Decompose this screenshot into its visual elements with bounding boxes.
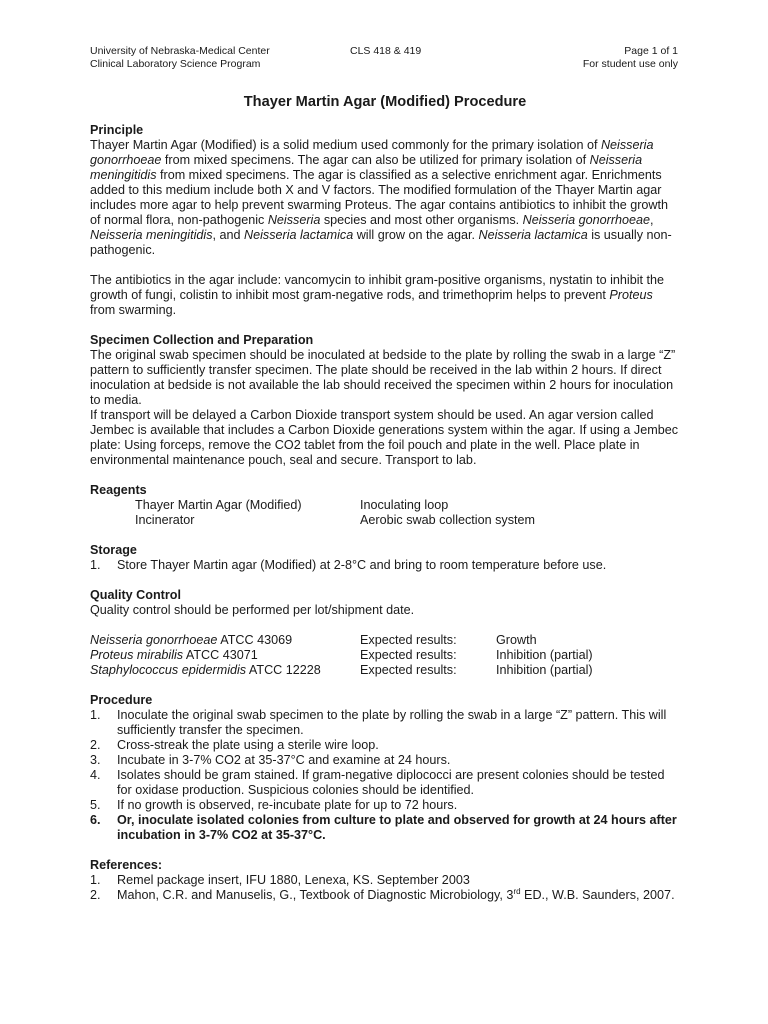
qc-label: Expected results: <box>360 633 457 647</box>
usage-note: For student use only <box>582 58 678 70</box>
header-left <box>90 45 270 71</box>
qc-organism: Neisseria gonorrhoeae <box>90 633 218 647</box>
principle-section <box>90 123 680 318</box>
document-title: Thayer Martin Agar (Modified) Procedure <box>243 94 527 110</box>
reagent-item: Incinerator <box>135 513 195 527</box>
header-right <box>583 45 678 71</box>
list-item: 1. Store Thayer Martin agar (Modified) at 2-8°C and bring to room temperature before use. <box>90 558 607 572</box>
list-item: 2. Mahon, C.R. and Manuselis, G., Textbook of Diagnostic Microbiology, 3rd ED., W.B. Saunders, 2007. <box>90 886 675 902</box>
qc-row <box>90 648 680 663</box>
qc-organism: Proteus mirabilis <box>90 648 184 662</box>
list-item: 5. If no growth is observed, re-incubate plate for up to 72 hours. <box>90 798 458 812</box>
qc-organism: Staphylococcus epidermidis <box>90 663 247 677</box>
storage-heading: Storage <box>90 543 137 557</box>
reagents-heading: Reagents <box>90 483 147 497</box>
specimen-paragraph-1: The original swab specimen should be inoculated at bedside to the plate by rolling the swab in a large “Z” pattern to sufficiently transfer specimen. The plate should be received in the lab within 2 hours. If direct inoculation at bedside is not available the lab should received the specimen within 2 hours for inoculation to media. <box>90 348 676 407</box>
reagent-row <box>90 498 680 513</box>
storage-list <box>90 558 680 573</box>
document-body <box>90 93 680 903</box>
specimen-heading: Specimen Collection and Preparation <box>90 333 314 347</box>
qc-label: Expected results: <box>360 648 457 662</box>
reagent-item: Thayer Martin Agar (Modified) <box>135 498 302 512</box>
principle-paragraph-1: Thayer Martin Agar (Modified) is a solid medium used commonly for the primary isolation of Neisseria gonorrhoeae from mixed specimens. The agar can also be utilized for primary isolation of Neisseria meningitidis from mixed specimens. The agar is classified as a selective enrichment agar. Enrichments added to this medium include both X and V factors. The modified formulation of the Thayer Martin agar includes more agar to help prevent swarming Proteus. The agar contains antibiotics to inhibit the growth of normal flora, non-pathogenic Neisseria species and most other organisms. Neisseria gonorrhoeae, Neisseria meningitidis, and Neisseria lactamica will grow on the agar. Neisseria lactamica is usually non-pathogenic. <box>90 138 672 257</box>
program-name: Clinical Laboratory Science Program <box>90 58 261 70</box>
qc-row <box>90 633 680 648</box>
list-item: 3. Incubate in 3-7% CO2 at 35-37°C and examine at 24 hours. <box>90 753 451 767</box>
principle-paragraph-2: The antibiotics in the agar include: vancomycin to inhibit gram-positive organisms, nystatin to inhibit the growth of fungi, colistin to inhibit most gram-negative rods, and trimethoprim helps to prevent Proteus from swarming. <box>90 273 665 317</box>
course-code: CLS 418 & 419 <box>350 45 422 57</box>
references-section <box>90 858 680 903</box>
header-center <box>350 45 421 58</box>
procedure-list <box>90 708 680 843</box>
qc-result: Growth <box>496 633 537 647</box>
qc-row <box>90 663 680 678</box>
list-item: 2. Cross-streak the plate using a sterile wire loop. <box>90 738 379 752</box>
principle-heading: Principle <box>90 123 144 137</box>
list-item: 1. Remel package insert, IFU 1880, Lenexa, KS. September 2003 <box>90 873 470 887</box>
qc-atcc: ATCC 43069 <box>217 633 293 647</box>
quality-control-section <box>90 588 680 678</box>
procedure-section <box>90 693 680 843</box>
qc-text: Quality control should be performed per lot/shipment date. <box>90 603 415 617</box>
reagents-section <box>90 483 680 528</box>
institution-name: University of Nebraska-Medical Center <box>90 45 270 57</box>
reagent-item: Inoculating loop <box>360 498 449 512</box>
page-number: Page 1 of 1 <box>624 45 678 57</box>
list-item: 6. Or, inoculate isolated colonies from culture to plate and observed for growth at 24 hours after incubation in 3-7% CO2 at 35-37°C. <box>90 813 677 842</box>
specimen-paragraph-2: If transport will be delayed a Carbon Dioxide transport system should be used. An agar version called Jembec is available that includes a Carbon Dioxide generations system within the agar. If using a Jembec plate: Using forceps, remove the CO2 tablet from the foil pouch and plate in the well. Place plate in environmental maintenance pouch, seal and secure. Transport to lab. <box>90 408 679 467</box>
list-item: 4. Isolates should be gram stained. If gram-negative diplococci are present colonies should be tested for oxidase production. Suspicious colonies should be identified. <box>90 768 665 797</box>
references-list <box>90 873 680 903</box>
reagent-item: Aerobic swab collection system <box>360 513 535 527</box>
reagent-row <box>90 513 680 528</box>
page-header <box>90 45 678 73</box>
references-heading: References: <box>90 858 163 872</box>
qc-atcc: ATCC 12228 <box>246 663 321 677</box>
storage-section <box>90 543 680 573</box>
qc-atcc: ATCC 43071 <box>183 648 258 662</box>
qc-result: Inhibition (partial) <box>496 648 593 662</box>
qc-heading: Quality Control <box>90 588 181 602</box>
qc-result: Inhibition (partial) <box>496 663 593 677</box>
list-item: 1. Inoculate the original swab specimen to the plate by rolling the swab in a large “Z” pattern. This will sufficiently transfer the specimen. <box>90 708 667 737</box>
procedure-heading: Procedure <box>90 693 153 707</box>
qc-label: Expected results: <box>360 663 457 677</box>
specimen-section <box>90 333 680 468</box>
